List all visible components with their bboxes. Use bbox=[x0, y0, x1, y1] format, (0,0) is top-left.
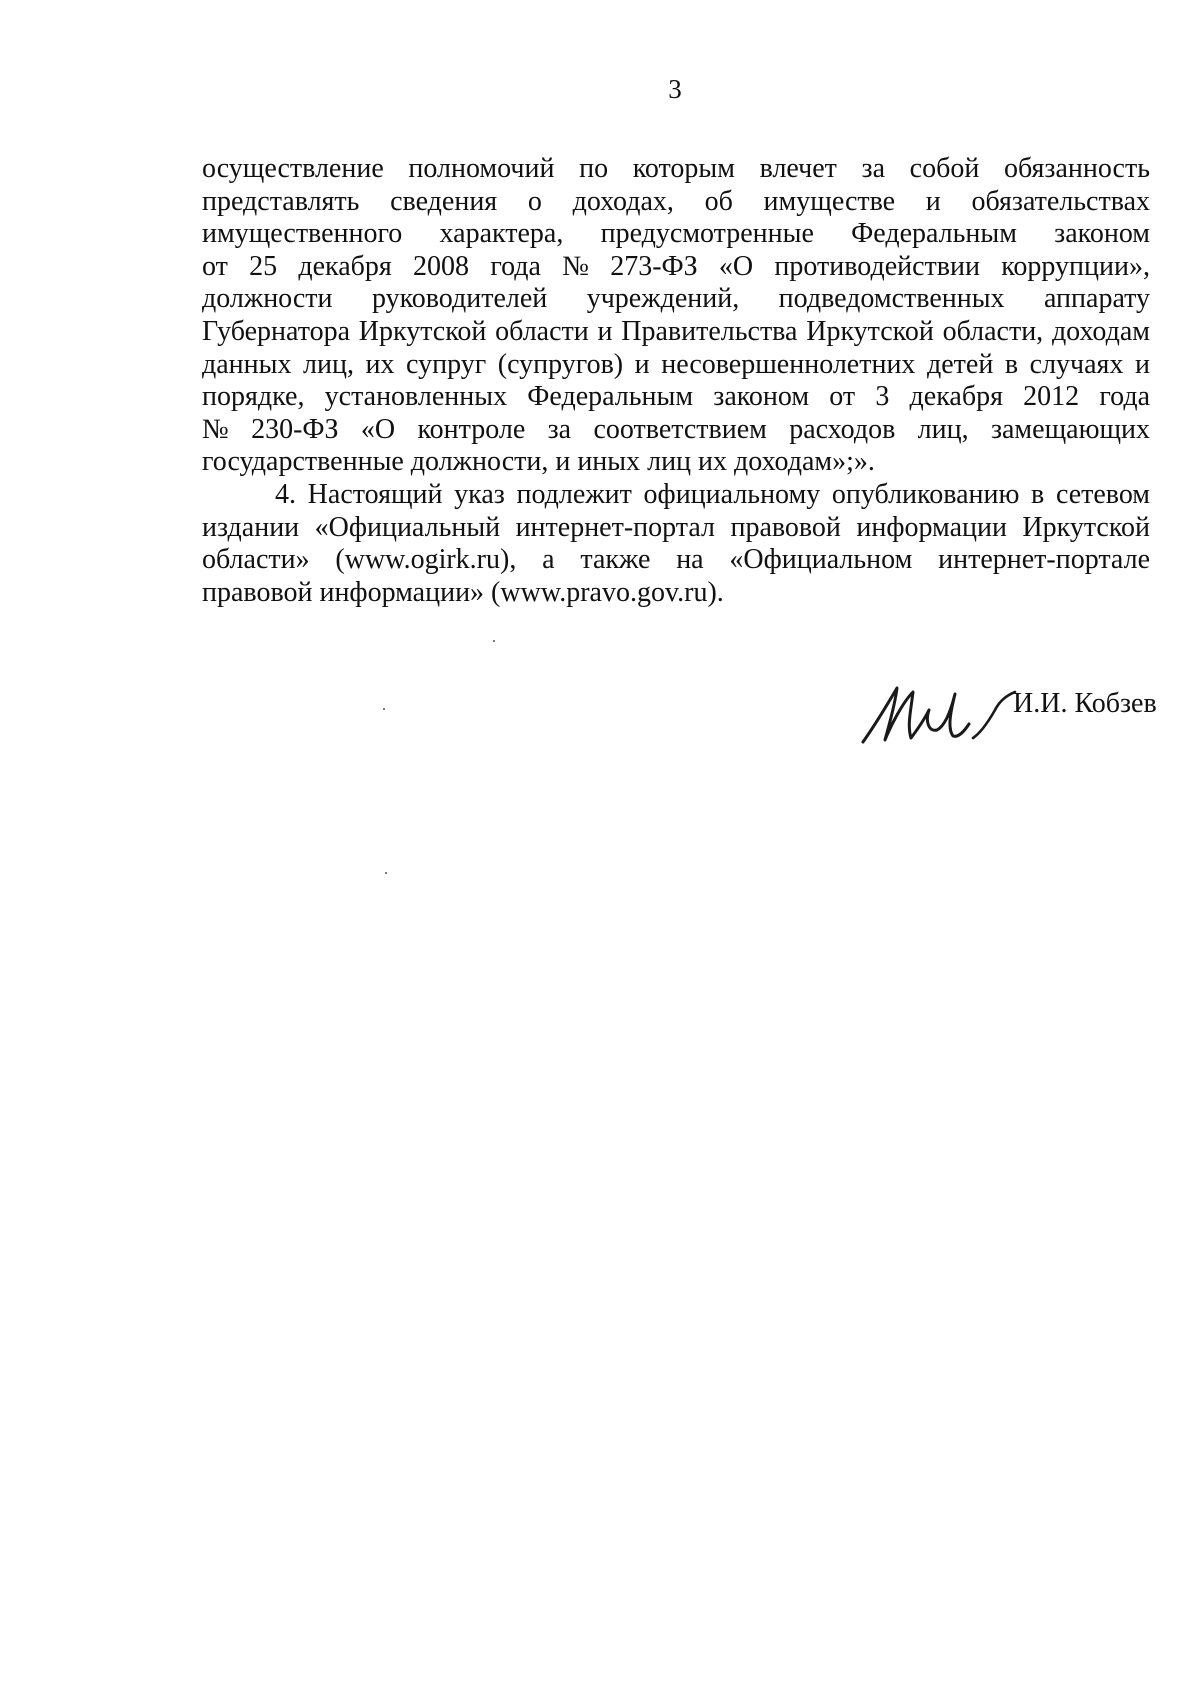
text-line: представлять сведения о доходах, об имуществе и обязательствах bbox=[202, 185, 1150, 217]
signature-block bbox=[855, 680, 1155, 750]
page-number: 3 bbox=[668, 74, 682, 104]
text-line: № 230-ФЗ «О контроле за соответствием расходов лиц, замещающих bbox=[202, 413, 1151, 445]
text-line: имущественного характера, предусмотренные Федеральным законом bbox=[202, 218, 1151, 250]
signatory-name: И.И. Кобзев bbox=[1013, 688, 1157, 719]
text-line: области» (www.ogirk.ru), а также на «Официальном интернет-портале bbox=[202, 544, 1151, 576]
paragraph-publication bbox=[202, 479, 1150, 609]
text-line: должности руководителей учреждений, подведомственных аппарату bbox=[202, 283, 1151, 315]
text-line: 4. Настоящий указ подлежит официальному опубликованию в сетевом bbox=[275, 478, 1151, 510]
scan-speck bbox=[383, 708, 385, 710]
scan-speck bbox=[493, 640, 495, 642]
handwritten-signature bbox=[855, 680, 1025, 750]
scan-speck bbox=[385, 872, 387, 874]
text-line: данных лиц, их супруг (супругов) и несовершеннолетних детей в случаях и bbox=[202, 348, 1150, 380]
text-line: правовой информации» (www.pravo.gov.ru). bbox=[202, 576, 724, 608]
text-line: от 25 декабря 2008 года № 273-ФЗ «О противодействии коррупции», bbox=[202, 250, 1150, 282]
text-line: порядке, установленных Федеральным законом от 3 декабря 2012 года bbox=[202, 381, 1150, 413]
text-line: издании «Официальный интернет-портал правовой информации Иркутской bbox=[202, 511, 1150, 543]
text-line: Губернатора Иркутской области и Правительства Иркутской области, доходам bbox=[202, 315, 1151, 347]
text-line: государственные должности, и иных лиц их доходам»;». bbox=[202, 446, 875, 478]
paragraph-continuation bbox=[202, 153, 1150, 479]
document-body bbox=[202, 153, 1150, 609]
text-line: осуществление полномочий по которым влечет за собой обязанность bbox=[202, 153, 1150, 184]
